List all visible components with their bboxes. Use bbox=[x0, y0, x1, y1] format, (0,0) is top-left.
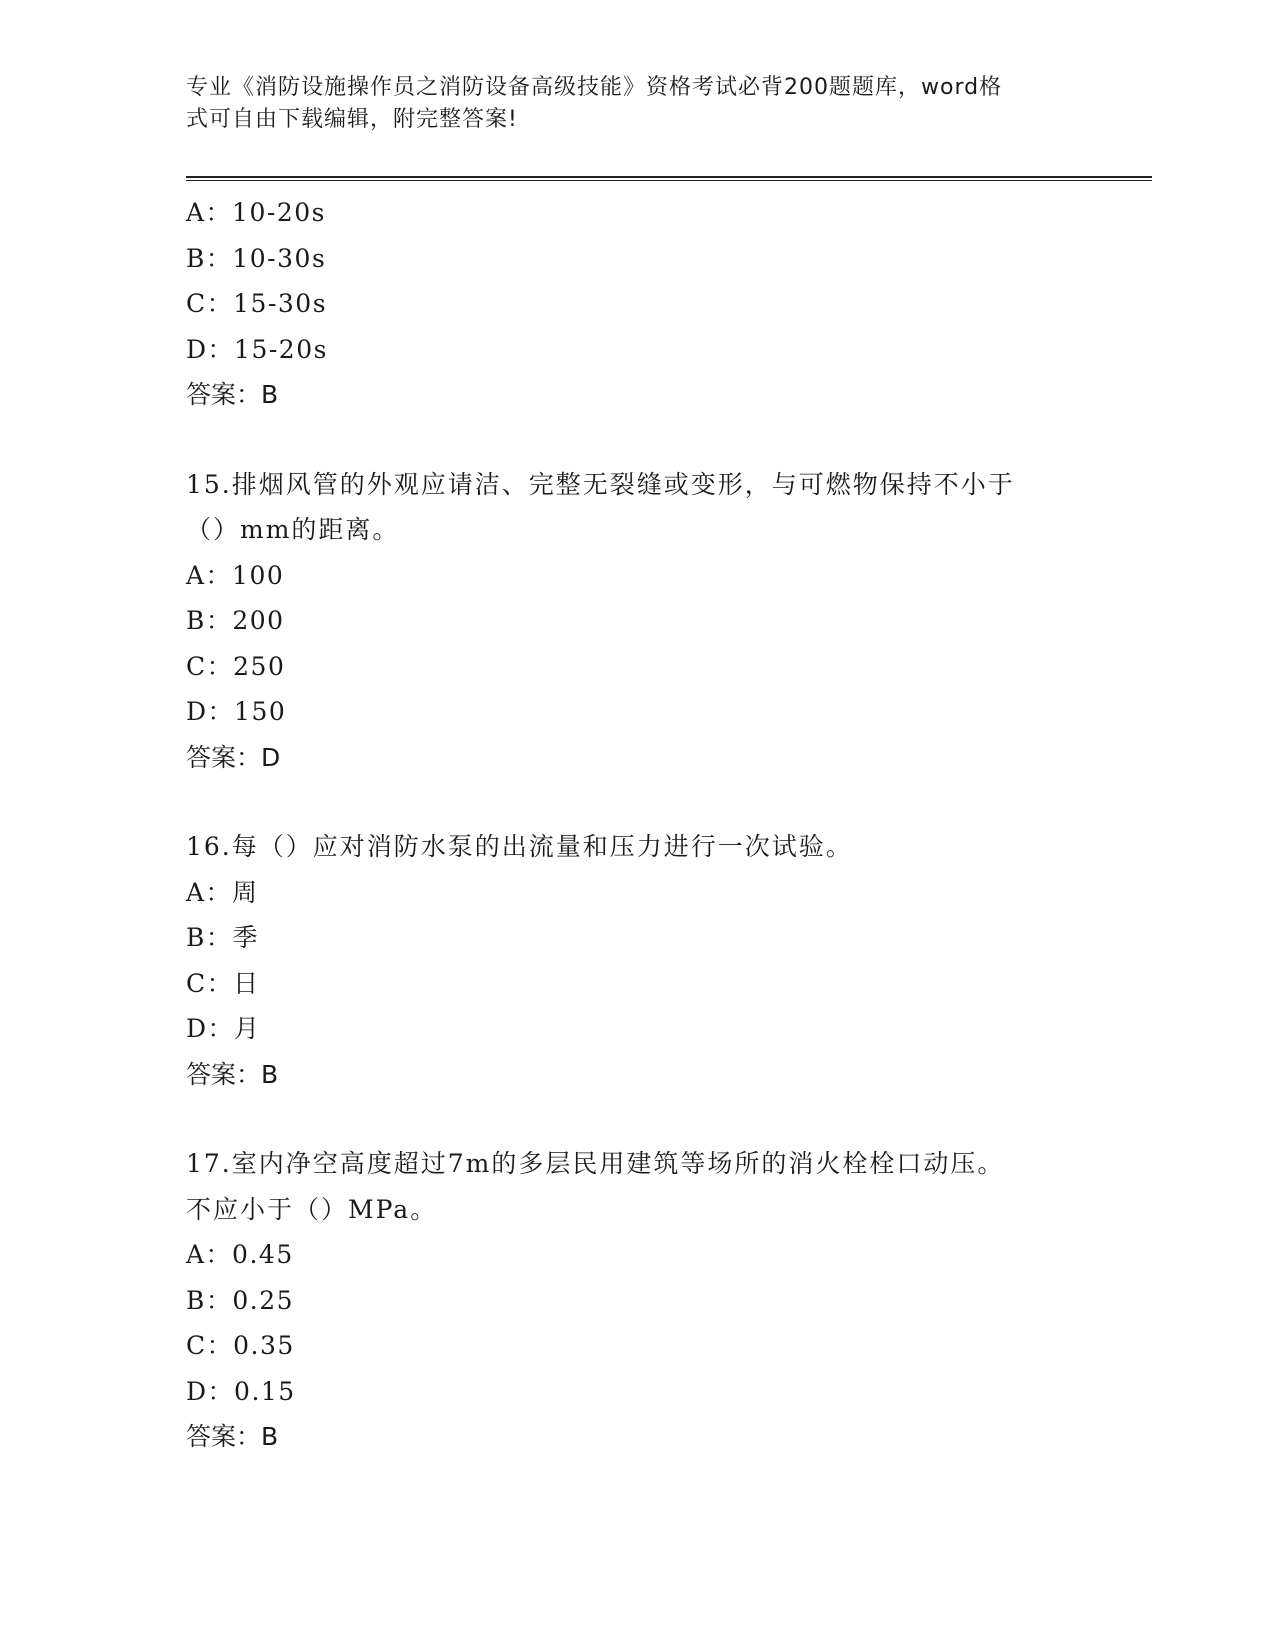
option-b: B：季 bbox=[186, 923, 259, 952]
option-d: D：15-20s bbox=[186, 334, 328, 364]
question-14-block bbox=[186, 190, 1086, 418]
option-d: D：150 bbox=[186, 697, 287, 726]
option-a: A：0.45 bbox=[186, 1240, 294, 1269]
header-line-1: 专业《消防设施操作员之消防设备高级技能》资格考试必背200题题库，word格 bbox=[186, 75, 1003, 100]
option-a: A：周 bbox=[186, 877, 259, 907]
option-c: C：15-30s bbox=[186, 289, 328, 318]
option-b: B：200 bbox=[186, 606, 285, 635]
question-17-block bbox=[186, 1141, 1086, 1460]
spacer bbox=[186, 1097, 1086, 1141]
answer-line: 答案：B bbox=[186, 1422, 279, 1451]
page-header bbox=[186, 72, 1066, 136]
answer-line: 答案：B bbox=[186, 1059, 279, 1089]
option-c: C：0.35 bbox=[186, 1331, 295, 1360]
header-divider bbox=[186, 176, 1152, 181]
option-a: A：100 bbox=[186, 560, 285, 590]
option-d: D：月 bbox=[186, 1014, 261, 1043]
question-16-block bbox=[186, 824, 1086, 1097]
question-stem-line-1: 15.排烟风管的外观应请洁、完整无裂缝或变形，与可燃物保持不小于 bbox=[186, 469, 1015, 499]
option-d: D：0.15 bbox=[186, 1376, 296, 1406]
answer-line: 答案：B bbox=[186, 380, 279, 409]
option-c: C：250 bbox=[186, 651, 286, 681]
spacer bbox=[186, 418, 1086, 462]
document-body bbox=[186, 190, 1086, 1460]
question-15-block bbox=[186, 462, 1086, 781]
option-b: B：10-30s bbox=[186, 243, 327, 273]
option-a: A：10-20s bbox=[186, 198, 326, 227]
option-c: C：日 bbox=[186, 968, 260, 998]
question-stem-line-1: 17.室内净空高度超过7m的多层民用建筑等场所的消火栓栓口动压。 bbox=[186, 1149, 1005, 1178]
question-stem-line-2: 不应小于（）MPa。 bbox=[186, 1194, 438, 1224]
question-stem-line-2: （）mm的距离。 bbox=[186, 515, 400, 544]
question-stem-line-1: 16.每（）应对消防水泵的出流量和压力进行一次试验。 bbox=[186, 832, 853, 861]
option-b: B：0.25 bbox=[186, 1285, 295, 1315]
header-line-2: 式可自由下载编辑，附完整答案! bbox=[186, 107, 518, 132]
spacer bbox=[186, 780, 1086, 824]
answer-line: 答案：D bbox=[186, 742, 281, 772]
